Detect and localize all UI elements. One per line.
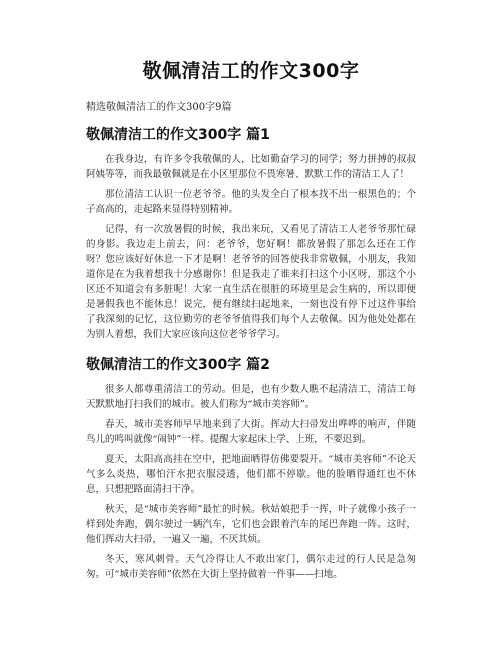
section-1-heading: 敬佩清洁工的作文300字 篇1	[86, 127, 270, 143]
section-2-paragraph-4: 秋天，是“城市美容师”最忙的时候。秋姑娘把手一挥，叶子就像小孩子一样到处奔跑，偶尔驶过一辆汽车，它们也会跟着汽车的尾巴奔跑一阵。这时，他们挥动大扫帚，一遍又一遍，不厌其烦。	[86, 504, 416, 545]
section-1-paragraph-2: 那位清洁工认识一位老爷爷。他的头发全白了根本找不出一根黑色的；个子高高的，走起路来显得特别精神。	[86, 189, 416, 215]
section-2-paragraph-1: 很多人都尊重清洁工的劳动。但是，也有少数人瞧不起清洁工，清洁工每天默默地打扫我们的城市。被人们称为“城市美容师”。	[86, 384, 416, 410]
section-1-paragraph-3: 记得，有一次放暑假的时候，我出来玩，又看见了清洁工人老爷爷那忙碌的身影。我边走上前去，问：老爷爷，您好啊！都放暑假了那怎么还在工作呀？您应该好好休息一下才是啊！老爷爷的回答使我非常敬佩，小朋友，我知道你是在为我着想我十分感谢你！但是我走了谁来打扫这个小区呀，那这个小区还不知道会有多脏呢！大家一直生活在很脏的环境里是会生病的，所以即便是暑假我也不能休息！说完，便有继续扫起地来，一刻也没有停下过这件事给了我深刻的记忆，这位勤劳的老爷爷值得我们每个人去敬佩。因为他处处都在为别人着想，我们大家应该向这位老爷爷学习。	[86, 224, 416, 340]
section-2-heading: 敬佩清洁工的作文300字 篇2	[86, 357, 270, 373]
page-title: 敬佩清洁工的作文300字	[142, 60, 360, 82]
section-2-paragraph-2: 春天，城市美容师早早地来到了大街。挥动大扫帚发出哗哗的响声，伴随鸟儿的鸣叫就像“闹钟”一样。提醒大家起床上学、上班，不要迟到。	[86, 419, 416, 445]
section-1-paragraph-1: 在我身边，有许多令我敬佩的人，比如勤奋学习的同学；努力拼搏的叔叔阿姨等等，而我最敬佩就是在小区里那位不畏寒暑、默默工作的清洁工人了！	[86, 154, 416, 180]
page-subtitle: 精选敬佩清洁工的作文300字9篇	[86, 102, 232, 113]
section-2-paragraph-5: 冬天，寒风刺骨。天气冷得让人不敢出家门，偶尔走过的行人民是急匆匆。可“城市美容师”依然在大街上坚持做着一件事——扫地。	[86, 554, 416, 580]
section-2-paragraph-3: 夏天，太阳高高挂在空中，把地面晒得仿佛要裂开。“城市美容师”不论天气多么炎热，哪怕汗水把衣服浸透，他们都不停歇。他的脸晒得通红也不休息，只想把路面清扫干净。	[86, 454, 416, 495]
